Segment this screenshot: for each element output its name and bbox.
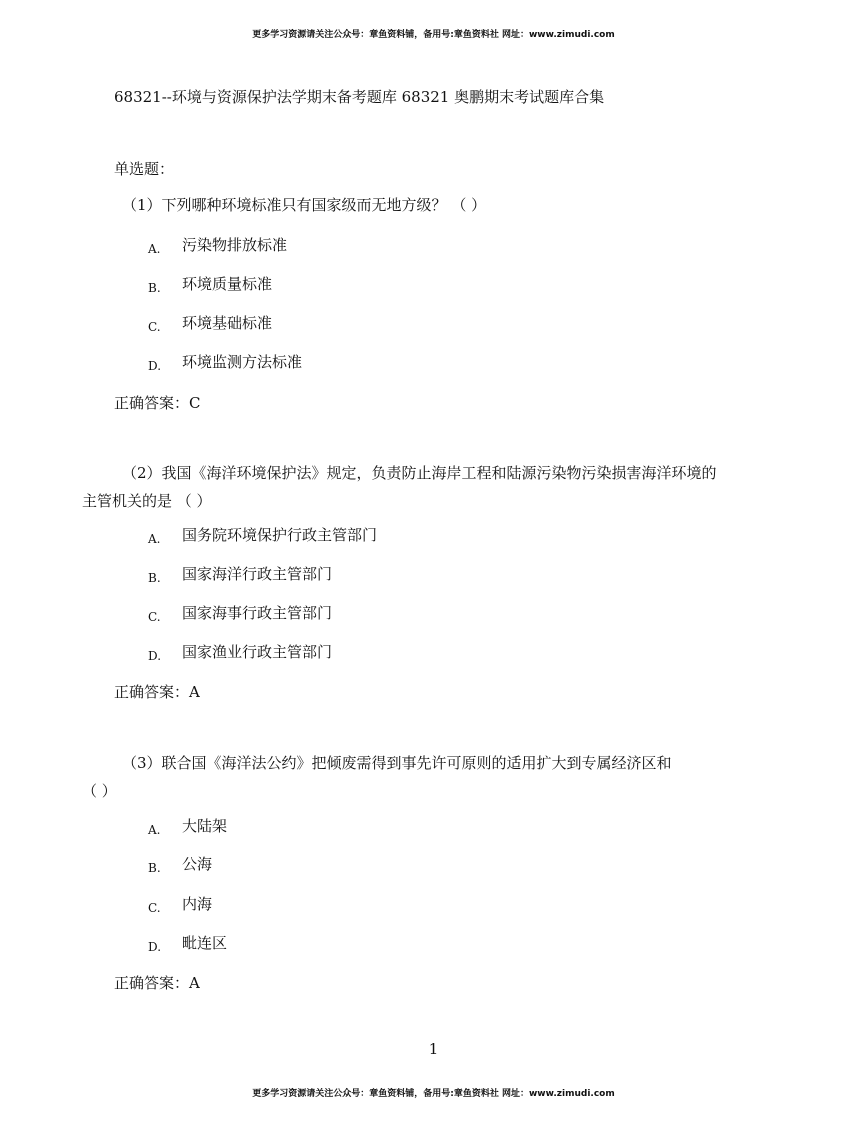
option-text: 公海 — [182, 855, 213, 873]
option-letter: C. — [148, 320, 161, 334]
option-letter: B. — [148, 861, 161, 875]
question-stem-continued: 主管机关的是 （ ） — [82, 492, 212, 510]
option-letter: D. — [148, 359, 162, 373]
question-1-option-a — [148, 234, 287, 255]
question-stem: （2）我国《海洋环境保护法》规定，负责防止海岸工程和陆源污染物污染损害海洋环境的 — [122, 464, 717, 482]
option-letter: B. — [148, 281, 161, 295]
option-letter: A. — [148, 532, 161, 546]
question-1-option-d — [148, 351, 302, 372]
question-1 — [114, 191, 794, 219]
question-2-option-d — [148, 641, 332, 662]
question-2-option-b — [148, 563, 332, 584]
option-text: 国务院环境保护行政主管部门 — [182, 526, 378, 544]
document-title: 68321--环境与资源保护法学期末备考题库 68321 奥鹏期末考试题库合集 — [114, 88, 605, 106]
option-letter: C. — [148, 901, 161, 915]
option-text: 国家渔业行政主管部门 — [182, 643, 333, 661]
question-2-option-a — [148, 524, 377, 545]
question-1-answer: 正确答案：C — [114, 394, 201, 412]
option-text: 国家海事行政主管部门 — [182, 604, 333, 622]
question-3-option-b — [148, 853, 212, 874]
option-letter: D. — [148, 940, 162, 954]
option-letter: B. — [148, 571, 161, 585]
question-stem: （3）联合国《海洋法公约》把倾废需得到事先许可原则的适用扩大到专属经济区和 — [122, 754, 672, 772]
page-footer-notice: 更多学习资源请关注公众号：章鱼资料铺，备用号:章鱼资料社 网址：www.zimudi.com — [252, 1089, 615, 1099]
question-3-option-a — [148, 815, 227, 836]
option-text: 环境监测方法标准 — [182, 353, 303, 371]
option-letter: C. — [148, 610, 161, 624]
page-header-notice: 更多学习资源请关注公众号：章鱼资料铺，备用号:章鱼资料社 网址：www.zimudi.com — [252, 30, 615, 40]
question-3 — [82, 749, 794, 805]
question-1-option-c — [148, 312, 272, 333]
option-text: 国家海洋行政主管部门 — [182, 565, 333, 583]
option-text: 内海 — [182, 895, 213, 913]
option-text: 污染物排放标准 — [182, 236, 288, 254]
option-text: 环境基础标准 — [182, 314, 273, 332]
question-3-option-c — [148, 893, 212, 914]
question-2-option-c — [148, 602, 332, 623]
option-letter: D. — [148, 649, 162, 663]
question-3-option-d — [148, 932, 227, 953]
option-text: 毗连区 — [182, 934, 228, 952]
question-3-answer: 正确答案：A — [114, 974, 200, 992]
question-1-option-b — [148, 273, 272, 294]
question-stem: （1）下列哪种环境标准只有国家级而无地方级？ （ ） — [122, 196, 487, 214]
option-letter: A. — [148, 823, 161, 837]
question-stem-continued: （ ） — [82, 782, 117, 800]
question-2-answer: 正确答案：A — [114, 683, 200, 701]
question-2 — [82, 459, 794, 515]
option-letter: A. — [148, 242, 161, 256]
page-number: 1 — [428, 1040, 439, 1058]
option-text: 大陆架 — [182, 817, 228, 835]
option-text: 环境质量标准 — [182, 275, 273, 293]
section-heading: 单选题： — [114, 160, 175, 178]
